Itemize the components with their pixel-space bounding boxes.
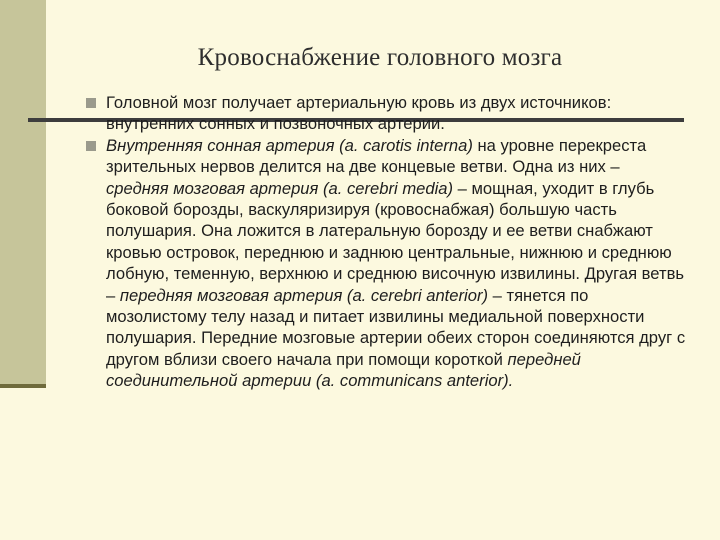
bullet-item-1 bbox=[86, 92, 686, 135]
bullet-text-2b: – мощная, уходит в глубь боковой борозды, васкуляризируя (кровоснабжая) большую часть полушария. Она ложится в латеральную борозду и ее ветви снабжают кровью островок, переднюю и заднюю центральные, нижнюю и среднюю лобную, теменную, верхнюю и среднюю височную извилины. Другая ветвь – bbox=[106, 178, 685, 305]
slide-title: Кровоснабжение головного мозга bbox=[197, 44, 563, 71]
bullet-item-2 bbox=[86, 135, 686, 392]
bullet-text-2c: – тянется по мозолистому телу назад и питает извилины медиальной поверхности полушария. Передние мозговые артерии обеих сторон соединяются друг с другом вблизи своего начала при помощи короткой bbox=[106, 285, 686, 369]
slide-body bbox=[86, 92, 686, 392]
square-bullet-icon bbox=[86, 98, 96, 108]
term-anterior-cerebral: передняя мозговая артерия (a. cerebri anterior) bbox=[119, 285, 489, 305]
term-middle-cerebral: средняя мозговая артерия (a. cerebri media) bbox=[106, 178, 454, 198]
left-band-accent-line bbox=[0, 384, 46, 388]
bullet-text-1: Головной мозг получает артериальную кровь из двух источников: внутренних сонных и позвоночных артерии. bbox=[106, 93, 612, 134]
bullet-text-2a: на уровне перекреста зрительных нервов делится на две концевые ветви. Одна из них – bbox=[106, 135, 647, 177]
term-internal-carotid: Внутренняя сонная артерия (a. carotis interna) bbox=[106, 135, 473, 155]
square-bullet-icon bbox=[86, 141, 96, 151]
term-anterior-communicating: передней соединительной артерии (a. communicans anterior). bbox=[106, 349, 581, 391]
